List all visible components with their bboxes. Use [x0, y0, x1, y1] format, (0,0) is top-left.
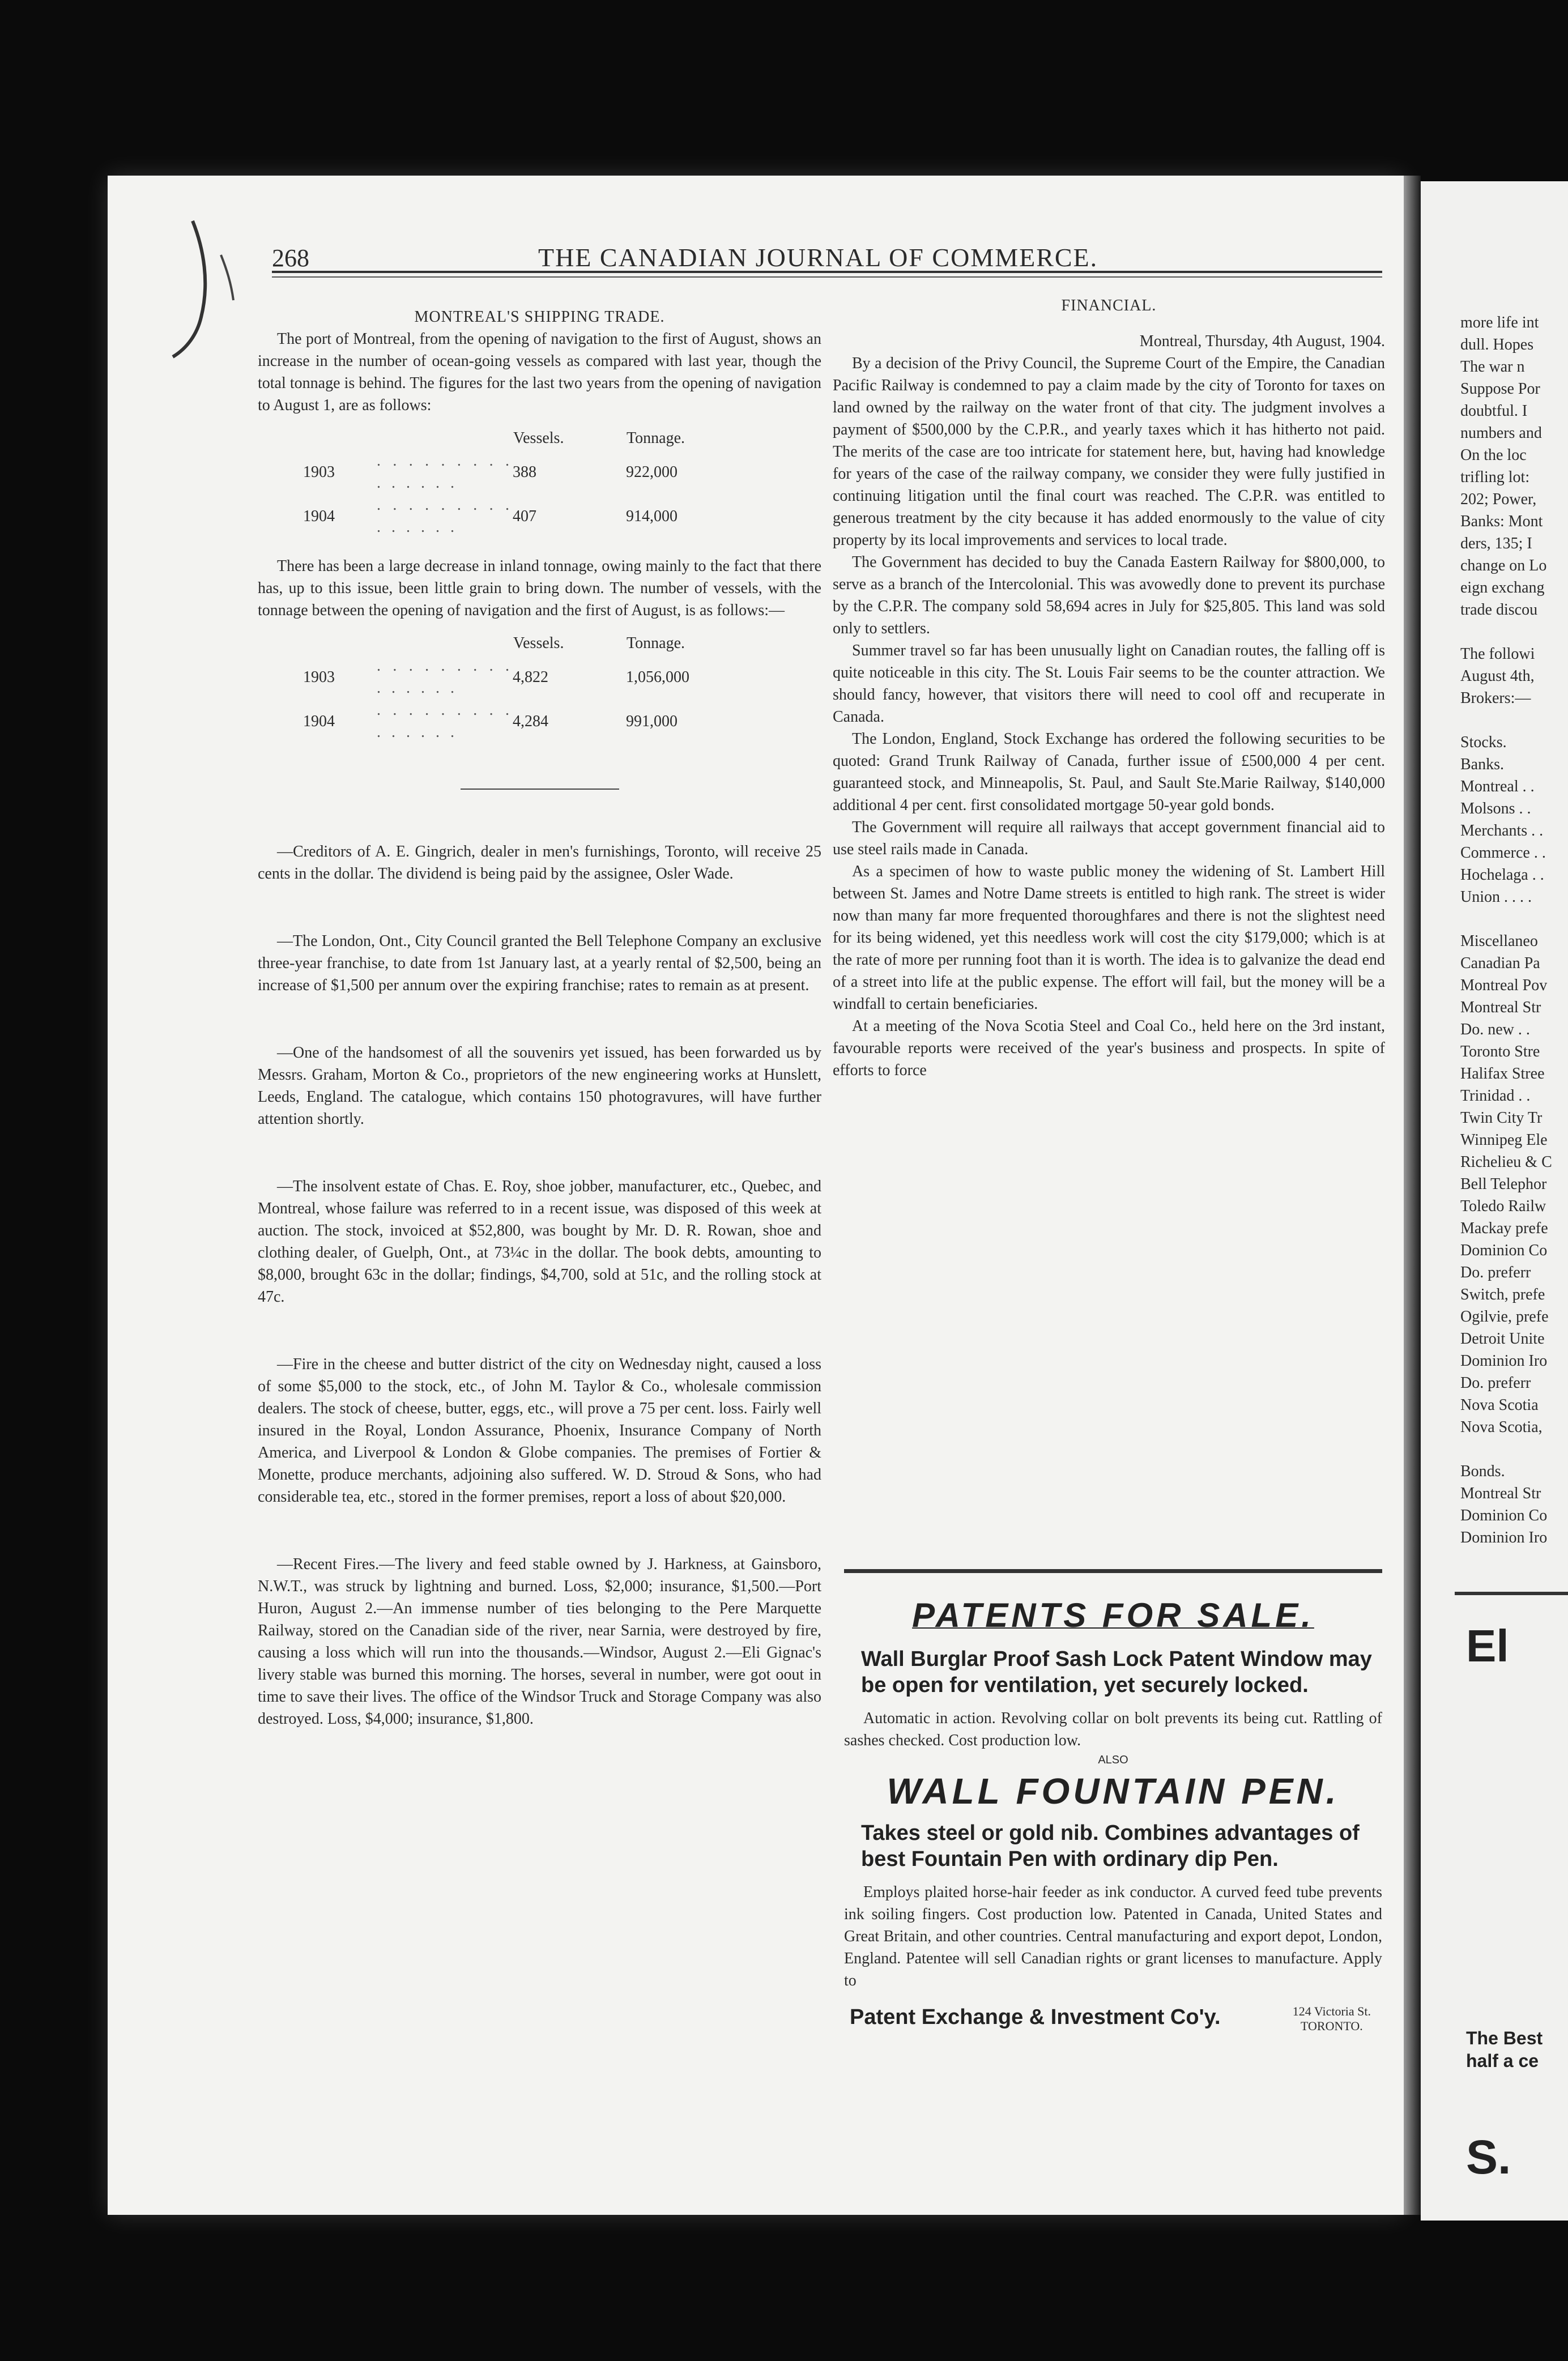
adjacent-page-line: Bell Telephor: [1460, 1175, 1547, 1193]
adjacent-page-line: Switch, prefe: [1460, 1286, 1545, 1303]
adjacent-page-line: Richelieu & C: [1460, 1153, 1552, 1171]
table-row: [303, 699, 739, 743]
leader-dots: . . . . . . . . . . . . . . .: [377, 496, 513, 536]
adjacent-page-line: Halifax Stree: [1460, 1065, 1545, 1083]
adjacent-page-line: trifling lot:: [1460, 468, 1530, 486]
adjacent-ad-fragment-1: El: [1466, 1621, 1509, 1671]
adjacent-page-line: Detroit Unite: [1460, 1330, 1545, 1348]
adjacent-page-line: Miscellaneo: [1460, 932, 1538, 950]
financial-paragraph-1: By a decision of the Privy Council, the Supreme Court of the Empire, the Canadian Pacific Railway is condemned to pay a claim made by the city of Toronto for taxes on land owned by the railway on the water front of that city. The judgment involves a payment of $500,000 by the C.P.R., and yearly taxes which it has hitherto not paid. The merits of the case are too intricate for statement here, but, having had knowledge for years of the case of the railway company, we consider they were fully justified in continuing litigation until the final court was reached. The C.P.R. was entitled to generous treatment by the city because it has added enormously to the value of city property by its local improvements and services to local trade.: [833, 355, 1385, 549]
shipping-table-inland: [303, 632, 739, 743]
adjacent-page-line: Stocks.: [1460, 734, 1507, 751]
adjacent-page-line: Commerce . .: [1460, 844, 1546, 862]
adjacent-page-line: [1460, 709, 1552, 731]
adjacent-page-line: Nova Scotia: [1460, 1396, 1539, 1414]
adjacent-page-line: [1460, 908, 1552, 930]
financial-paragraph-4: The London, England, Stock Exchange has ordered the following securities to be quoted: Grand Trunk Railway of Canada, further issue of £500,000 4 per cent. guaranteed stock, and Minneapolis, St. Paul, and Sault Ste.Marie Railway, $140,000 additional 4 per cent. first consolidated mortgage 50-year gold bonds.: [833, 730, 1385, 814]
adjacent-page-line: doubtful. I: [1460, 402, 1528, 420]
shipping-paragraph-1: The port of Montreal, from the opening of navigation to the first of August, shows an increase in the number of ocean-going vessels as compared with last year, though the total tonnage is behind. The figures for the last two years from the opening of navigation to August 1, are as follows:: [258, 330, 821, 414]
adjacent-page-fragment: [1421, 181, 1568, 2221]
page-gutter-shadow: [1404, 176, 1421, 2215]
adjacent-page-line: Hochelaga . .: [1460, 866, 1544, 884]
adjacent-ad-fragment-4: S.: [1466, 2130, 1511, 2184]
adjacent-page-line: Montreal Pov: [1460, 977, 1548, 994]
adjacent-page-line: trade discou: [1460, 601, 1538, 619]
right-column: [833, 295, 1385, 1081]
section-title-financial: FINANCIAL.: [1061, 297, 1157, 314]
adjacent-page-line: Molsons . .: [1460, 800, 1531, 817]
adjacent-page-line: Dominion Iro: [1460, 1529, 1548, 1546]
section-title-shipping: MONTREAL'S SHIPPING TRADE.: [414, 308, 665, 326]
news-item-roy-estate: —The insolvent estate of Chas. E. Roy, shoe jobber, manufacturer, etc., Quebec, and Montreal, whose failure was referred to in a recent issue, was disposed of this week at auction. The stock, invoiced at $52,800, was bought by Mr. D. R. Rowan, shoe and clothing dealer, of Guelph, Ont., at 73¼c in the dollar. The book debts, amounting to $8,000, brought 63c in the dollar; findings, $4,700, sold at 51c, and the rolling stock at 47c.: [258, 1178, 821, 1306]
adjacent-page-line: Banks.: [1460, 756, 1504, 773]
leader-dots: . . . . . . . . . . . . . . .: [377, 701, 513, 741]
adjacent-page-line: Suppose Por: [1460, 380, 1540, 398]
year-cell: 1903: [303, 463, 335, 481]
adjacent-page-line: more life int: [1460, 314, 1539, 331]
column-header-tonnage: Tonnage.: [627, 429, 685, 447]
ad-headline-fountain-pen: Takes steel or gold nib. Combines advantages of best Fountain Pen with ordinary dip Pen.: [861, 1821, 1360, 1871]
tonnage-cell: 914,000: [626, 507, 678, 525]
adjacent-page-line: Trinidad . .: [1460, 1087, 1531, 1105]
news-item-bell-telephone: —The London, Ont., City Council granted the Bell Telephone Company an exclusive three-year franchise, to date from 1st January last, at a yearly rental of $2,500, being an increase of $1,500 per annum over the expiring franchise; rates to remain as at present.: [258, 932, 821, 994]
adjacent-page-line: Do. preferr: [1460, 1264, 1531, 1281]
year-cell: 1903: [303, 668, 335, 686]
ad-body-fountain-pen: Employs plaited horse-hair feeder as ink conductor. A curved feed tube prevents ink soiling fingers. Cost production low. Patented in Canada, United States and Great Britain, and other countries. Central manufacturing and export depot, London, England. Patentee will sell Canadian rights or grant licenses to manufacture. Apply to: [844, 1883, 1382, 1989]
page-header: [272, 238, 1382, 272]
tonnage-cell: 991,000: [626, 712, 678, 730]
ad-title-patents: PATENTS FOR SALE.: [912, 1596, 1314, 1634]
news-item-cheese-fire: —Fire in the cheese and butter district of the city on Wednesday night, caused a loss of some $5,000 to the stock, etc., of John M. Taylor & Co., wholesale commission dealers. The stock of cheese, butter, eggs, etc., will prove a 75 per cent. loss. Fairly well insured in the Royal, London Assurance, Phoenix, Insurance Company of North America, and Liverpool & London & Globe companies. The premises of Fortier & Monette, produce merchants, adjoining also suffered. W. D. Stroud & Sons, who had considerable tea, etc., stored in the former premises, report a loss of about $20,000.: [258, 1356, 821, 1506]
financial-paragraph-7: At a meeting of the Nova Scotia Steel and Coal Co., held here on the 3rd instant, favourable reports were received of the year's business and prospects. In spite of efforts to force: [833, 1017, 1385, 1079]
year-cell: 1904: [303, 712, 335, 730]
column-header-vessels: Vessels.: [513, 429, 564, 447]
adjacent-page-line: eign exchang: [1460, 579, 1545, 596]
column-header-tonnage: Tonnage.: [627, 634, 685, 652]
ad-also-label: ALSO: [1098, 1754, 1128, 1766]
advertisement-rule: [844, 1569, 1382, 1573]
tonnage-cell: 1,056,000: [626, 668, 689, 686]
ad-body-sash-lock: Automatic in action. Revolving collar on bolt prevents its being cut. Rattling of sashes checked. Cost production low.: [844, 1710, 1382, 1749]
adjacent-page-line: dull. Hopes: [1460, 336, 1534, 353]
adjacent-page-line: August 4th,: [1460, 667, 1535, 685]
patents-advertisement: [844, 1569, 1382, 2079]
leader-dots: . . . . . . . . . . . . . . .: [377, 452, 513, 492]
page-number: 268: [272, 244, 309, 272]
adjacent-page-line: numbers and: [1460, 424, 1542, 442]
adjacent-page-line: Toledo Railw: [1460, 1197, 1546, 1215]
ad-headline-sash-lock: Wall Burglar Proof Sash Lock Patent Window may be open for ventilation, yet securely locked.: [861, 1647, 1372, 1697]
table-header-row: [303, 427, 739, 450]
tonnage-cell: 922,000: [626, 463, 678, 481]
ad-title-fountain-pen: WALL FOUNTAIN PEN.: [887, 1771, 1340, 1812]
adjacent-page-line: Nova Scotia,: [1460, 1418, 1543, 1436]
ad-company-name: Patent Exchange & Investment Co'y.: [850, 2005, 1221, 2029]
financial-paragraph-3: Summer travel so far has been unusually light on Canadian routes, the falling off is quite noticeable in this city. The St. Louis Fair seems to be the counter attraction. We should fancy, however, that visitors there will need to cool off and recuperate in Canada.: [833, 642, 1385, 726]
adjacent-page-line: [1460, 621, 1552, 643]
table-row: [303, 494, 739, 538]
adjacent-page-line: Dominion Co: [1460, 1507, 1548, 1524]
news-item-recent-fires: —Recent Fires.—The livery and feed stable owned by J. Harkness, at Gainsboro, N.W.T., was struck by lightning and burned. Loss, $2,000; insurance, $1,500.—Port Huron, August 2.—An immense number of ties belonging to the Pere Marquette Railway, stored on the Canadian side of the river, near Sarnia, were destroyed by fire, causing a loss which will run into the thousands.—Windsor, August 2.—Eli Gignac's livery stable was burned this morning. The horses, several in number, were got oout in time to save their lives. The office of the Windsor Truck and Storage Company was also destroyed. Loss, $4,000; insurance, $1,800.: [258, 1555, 821, 1728]
adjacent-page-line: Do. preferr: [1460, 1374, 1531, 1392]
financial-paragraph-5: The Government will require all railways that accept government financial aid to use steel rails made in Canada.: [833, 819, 1385, 858]
news-item-gingrich: —Creditors of A. E. Gingrich, dealer in men's furnishings, Toronto, will receive 25 cents in the dollar. The dividend is being paid by the assignee, Osler Wade.: [258, 843, 821, 883]
adjacent-page-line: The war n: [1460, 358, 1525, 376]
header-rule-thin: [272, 276, 1382, 278]
ad-footer: [844, 2000, 1382, 2045]
adjacent-page-line: Dominion Iro: [1460, 1352, 1548, 1370]
adjacent-page-line: [1460, 1438, 1552, 1460]
news-item-souvenir: —One of the handsomest of all the souvenirs yet issued, has been forwarded us by Messrs. Graham, Morton & Co., proprietors of the new engineering works at Hunslett, Leeds, England. The catalogue, which contains 150 photogravures, will have further attention shortly.: [258, 1044, 821, 1128]
adjacent-page-line: change on Lo: [1460, 557, 1547, 574]
vessels-cell: 4,822: [513, 668, 548, 686]
year-cell: 1904: [303, 507, 335, 525]
adjacent-page-line: Union . . . .: [1460, 888, 1532, 906]
journal-title: THE CANADIAN JOURNAL OF COMMERCE.: [538, 243, 1098, 272]
financial-paragraph-6: As a specimen of how to waste public money the widening of St. Lambert Hill between St. James and Notre Dame streets is entitled to high rank. The street is wider now than many far more frequented thoroughfares and there is not the slightest need for its being widened, yet this needless work will cost the city $179,000; which is at the rate of more per running foot than it is worth. The idea is to galvanize the dead end of a street into life at the public expense. The effort will fail, but the money will be a windfall to certain beneficiaries.: [833, 863, 1385, 1013]
adjacent-page-line: Bonds.: [1460, 1463, 1505, 1480]
adjacent-page-line: Toronto Stre: [1460, 1043, 1540, 1060]
adjacent-page-line: Banks: Mont: [1460, 513, 1543, 530]
adjacent-page-line: Montreal . .: [1460, 778, 1535, 795]
ad-address-street: 124 Victoria St.: [1292, 2004, 1371, 2018]
column-header-vessels: Vessels.: [513, 634, 564, 652]
vessels-cell: 407: [513, 507, 536, 525]
adjacent-page-line: Dominion Co: [1460, 1242, 1548, 1259]
left-column: [258, 306, 821, 1730]
shipping-paragraph-2: There has been a large decrease in inland tonnage, owing mainly to the fact that there has, up to this issue, been little grain to bring down. The number of vessels, with the tonnage between the opening of navigation and the first of August, is as follows:—: [258, 557, 821, 619]
adjacent-page-line: Twin City Tr: [1460, 1109, 1543, 1127]
leader-dots: . . . . . . . . . . . . . . .: [377, 657, 513, 697]
adjacent-page-line: The followi: [1460, 645, 1535, 663]
vessels-cell: 4,284: [513, 712, 548, 730]
adjacent-page-text: [1460, 312, 1552, 1549]
adjacent-page-line: Montreal Str: [1460, 999, 1541, 1016]
adjacent-page-line: ders, 135; I: [1460, 535, 1532, 552]
adjacent-page-line: Canadian Pa: [1460, 954, 1540, 972]
financial-paragraph-2: The Government has decided to buy the Canada Eastern Railway for $800,000, to serve as a branch of the Intercolonial. This was avowedly done to prevent its purchase by the C.P.R. The company sold 58,694 acres in July for $25,805. This land was sold only to settlers.: [833, 553, 1385, 637]
adjacent-page-line: 202; Power,: [1460, 491, 1537, 508]
table-row: [303, 655, 739, 699]
vessels-cell: 388: [513, 463, 536, 481]
ad-address: [1293, 2004, 1371, 2034]
dateline: Montreal, Thursday, 4th August, 1904.: [1139, 333, 1385, 350]
shipping-table-ocean: [303, 427, 739, 538]
adjacent-page-line: Do. new . .: [1460, 1021, 1530, 1038]
header-rule: [272, 271, 1382, 273]
adjacent-page-line: Brokers:—: [1460, 689, 1531, 707]
adjacent-page-line: Ogilvie, prefe: [1460, 1308, 1549, 1326]
adjacent-ad-fragment-2: The Best: [1466, 2028, 1543, 2048]
ad-address-city: TORONTO.: [1300, 2019, 1363, 2033]
adjacent-ad-fragment-3: half a ce: [1466, 2051, 1539, 2071]
section-divider: [461, 789, 619, 790]
adjacent-page-rule: [1455, 1592, 1568, 1595]
table-row: [303, 450, 739, 494]
adjacent-page-line: Montreal Str: [1460, 1485, 1541, 1502]
adjacent-page-line: Mackay prefe: [1460, 1220, 1548, 1237]
table-header-row: [303, 632, 739, 655]
handwritten-check-mark: [170, 215, 238, 363]
adjacent-page-line: On the loc: [1460, 446, 1527, 464]
adjacent-page-line: Winnipeg Ele: [1460, 1131, 1548, 1149]
adjacent-page-line: Merchants . .: [1460, 822, 1544, 839]
